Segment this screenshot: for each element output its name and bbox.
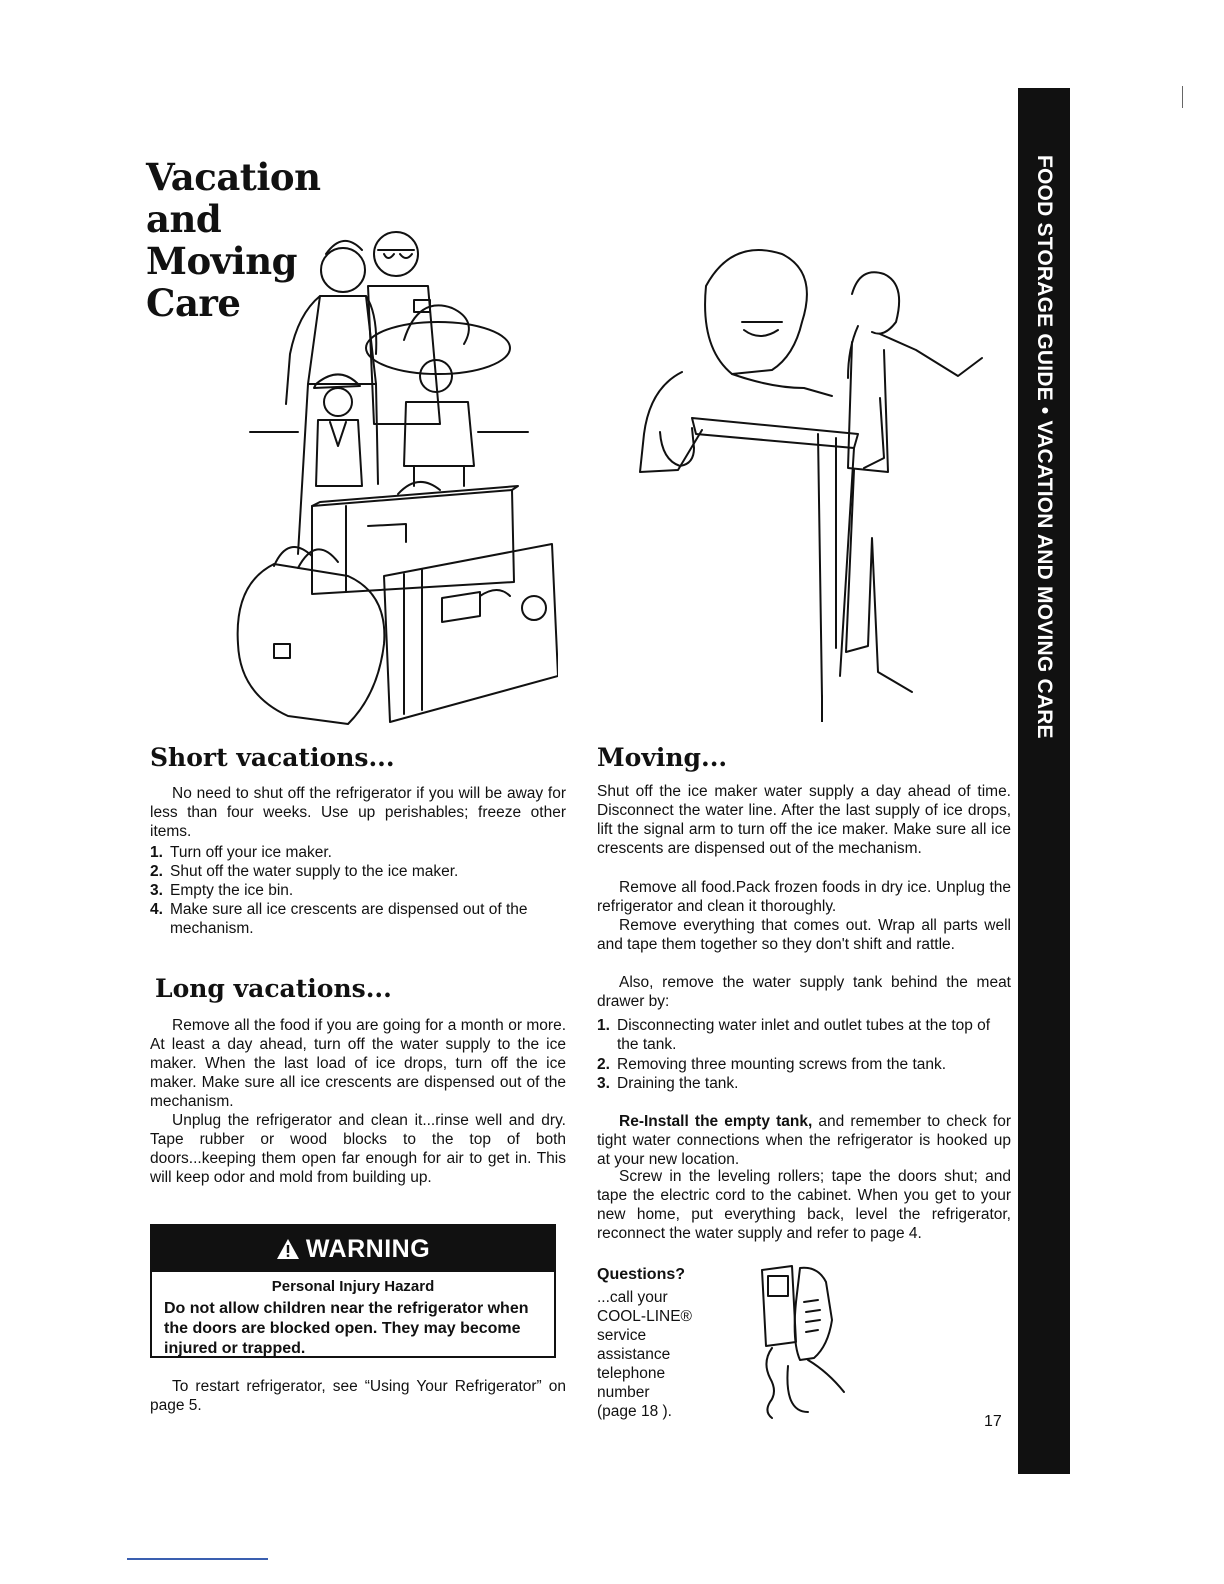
- step-text: Draining the tank.: [617, 1075, 739, 1092]
- warning-triangle-icon: [276, 1238, 300, 1260]
- reinstall-text: and remember to check for tight water connections when the refrigerator is hooked up at your new location.: [597, 1113, 1011, 1168]
- page-number: 17: [984, 1413, 1002, 1430]
- moving-paragraph: Also, remove the water supply tank behind the meat drawer by:: [597, 974, 1011, 1010]
- warning-header: [152, 1226, 554, 1272]
- warning-subtitle: Personal Injury Hazard: [271, 1278, 435, 1295]
- bottom-rule: [127, 1558, 268, 1560]
- step-text: Turn off your ice maker.: [170, 844, 332, 861]
- step-number: 4.: [150, 901, 163, 918]
- step-text: Make sure all ice crescents are dispensed out of the mechanism.: [170, 901, 528, 937]
- long-vacations-paragraph: Remove all the food if you are going for a month or more. At least a day ahead, turn off the water supply to the ice maker. When the last load of ice drops, turn off the ice maker. Make sure all ice crescents are dispensed out of the mechanism.: [150, 1017, 566, 1110]
- moving-paragraph: Remove all food.Pack frozen foods in dry ice. Unplug the refrigerator and clean it thoroughly.: [597, 879, 1011, 915]
- list-item: [597, 1074, 1011, 1093]
- step-number: 1.: [597, 1017, 610, 1034]
- warning-body: Do not allow children near the refrigerator when the doors are blocked open. They may become injured or trapped.: [164, 1300, 529, 1357]
- questions-text: [597, 1288, 692, 1421]
- moving-couple-illustration: [622, 238, 992, 722]
- questions-line: assistance: [597, 1346, 671, 1363]
- title-line: Vacation: [146, 155, 321, 199]
- long-vacations-paragraph: Unplug the refrigerator and clean it...rinse well and dry. Tape rubber or wood blocks to the top of both doors...keeping them open far enough for air to get in. This will keep odor and mold from building up.: [150, 1112, 566, 1186]
- step-number: 1.: [150, 844, 163, 861]
- list-item: [597, 1016, 1011, 1054]
- list-item: [150, 843, 566, 862]
- step-text: Shut off the water supply to the ice maker.: [170, 863, 459, 880]
- moving-heading: Moving...: [597, 743, 728, 772]
- warning-box: [150, 1224, 556, 1358]
- title-line: Moving: [146, 239, 297, 283]
- step-text: Removing three mounting screws from the tank.: [617, 1056, 947, 1073]
- step-text: Disconnecting water inlet and outlet tubes at the top of the tank.: [617, 1017, 991, 1053]
- reinstall-paragraph: [597, 1112, 1011, 1169]
- step-number: 3.: [597, 1075, 610, 1092]
- side-tab-label: FOOD STORAGE GUIDE • VACATION AND MOVING CARE: [1033, 155, 1056, 739]
- step-text: Empty the ice bin.: [170, 882, 294, 899]
- restart-note: To restart refrigerator, see “Using Your Refrigerator” on page 5.: [150, 1378, 566, 1414]
- scan-mark: [1182, 86, 1183, 108]
- questions-line: number: [597, 1384, 650, 1401]
- reinstall-lead: Re-Install the empty tank,: [619, 1113, 813, 1130]
- list-item: [150, 900, 566, 938]
- moving-steps: [597, 1016, 1011, 1093]
- list-item: [597, 1055, 1011, 1074]
- step-number: 2.: [150, 863, 163, 880]
- long-vacations-heading: Long vacations...: [155, 974, 392, 1003]
- questions-line: COOL-LINE®: [597, 1308, 692, 1325]
- step-number: 3.: [150, 882, 163, 899]
- questions-line: telephone: [597, 1365, 666, 1382]
- questions-title: Questions?: [597, 1266, 686, 1283]
- questions-line: ...call your: [597, 1289, 668, 1306]
- telephone-illustration: [748, 1262, 852, 1422]
- moving-paragraph: Screw in the leveling rollers; tape the doors shut; and tape the electric cord to the cabinet. When you get to your new home, put everything back, level the refrigerator, reconnect the water supply and refer to page 4.: [597, 1168, 1011, 1242]
- moving-paragraph: Remove everything that comes out. Wrap all parts well and tape them together so they don't shift and rattle.: [597, 917, 1011, 953]
- short-vacations-steps: [150, 843, 566, 938]
- step-number: 2.: [597, 1056, 610, 1073]
- list-item: [150, 862, 566, 881]
- list-item: [150, 881, 566, 900]
- title-line: Care: [146, 281, 241, 325]
- family-luggage-illustration: [228, 224, 558, 734]
- moving-paragraph: Shut off the ice maker water supply a day ahead of time. Disconnect the water line. After the last supply of ice drops, lift the signal arm to turn off the ice maker. Make sure all ice crescents are dispensed out of the mechanism.: [597, 783, 1011, 857]
- questions-line: service: [597, 1327, 647, 1344]
- questions-line: (page 18 ).: [597, 1403, 672, 1420]
- short-vacations-heading: Short vacations...: [150, 743, 395, 772]
- short-vacations-intro: No need to shut off the refrigerator if you will be away for less than four weeks. Use up perishables; freeze other items.: [150, 785, 566, 840]
- title-line: and: [146, 197, 222, 241]
- warning-label: WARNING: [305, 1234, 431, 1263]
